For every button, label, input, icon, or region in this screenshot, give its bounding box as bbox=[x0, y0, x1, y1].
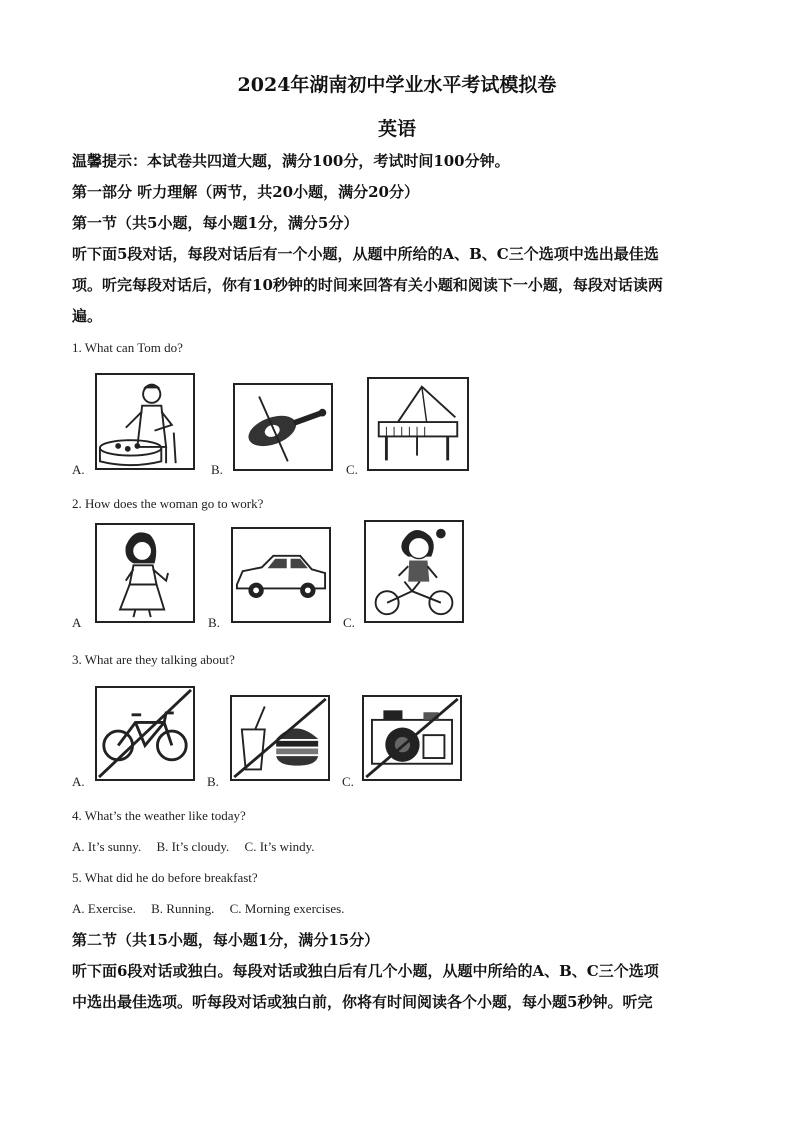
exam-title: 2024年湖南初中学业水平考试模拟卷 bbox=[237, 74, 557, 96]
option-a[interactable]: A. Exercise. bbox=[72, 901, 136, 916]
option-letter: A. bbox=[72, 774, 85, 789]
option-letter: C. bbox=[343, 615, 355, 630]
option-letter: A bbox=[72, 615, 82, 630]
question-3-stem: 3. What are they talking about? bbox=[72, 652, 235, 667]
option-letter: B. bbox=[211, 462, 223, 477]
question-5-options bbox=[72, 901, 722, 917]
car-icon[interactable] bbox=[231, 527, 331, 623]
drum-player-icon[interactable] bbox=[95, 373, 195, 470]
section1-instruction-line: 听下面5段对话，每段对话后有一个小题，从题中所给的A、B、C三个选项中选出最佳选 bbox=[72, 245, 659, 263]
section2-instruction-line: 听下面6段对话或独白。每段对话或独白后有几个小题，从题中所给的A、B、C三个选项 bbox=[72, 962, 659, 980]
option-b[interactable]: B. Running. bbox=[151, 901, 215, 916]
option-letter: A. bbox=[72, 462, 85, 477]
violin-icon[interactable] bbox=[233, 383, 333, 471]
question-4-options bbox=[72, 839, 722, 855]
section2-instruction-line: 中选出最佳选项。听每段对话或独白前，你将有时间阅读各个小题，每小题5秒钟。听完 bbox=[72, 993, 653, 1011]
bicycle-girl-icon[interactable] bbox=[364, 520, 464, 623]
crossed-fast-food-icon[interactable] bbox=[230, 695, 330, 781]
section1-instruction-line: 遍。 bbox=[72, 307, 103, 325]
crossed-camera-icon[interactable] bbox=[362, 695, 462, 781]
section2-heading: 第二节（共15小题，每小题1分，满分15分） bbox=[72, 931, 380, 949]
section1-heading: 第一节（共5小题，每小题1分，满分5分） bbox=[72, 214, 359, 232]
section1-instruction-line: 项。听完每段对话后，你有10秒钟的时间来回答有关小题和阅读下一小题，每段对话读两 bbox=[72, 276, 663, 294]
option-letter: B. bbox=[208, 615, 220, 630]
piano-icon[interactable] bbox=[367, 377, 469, 471]
part1-heading: 第一部分 听力理解（两节，共20小题，满分20分） bbox=[72, 183, 419, 201]
option-letter: C. bbox=[342, 774, 354, 789]
option-letter: C. bbox=[346, 462, 358, 477]
walking-woman-icon[interactable] bbox=[95, 523, 195, 623]
option-c[interactable]: C. It’s windy. bbox=[244, 839, 315, 854]
subject-title: 英语 bbox=[377, 118, 416, 140]
question-5-stem: 5. What did he do before breakfast? bbox=[72, 870, 258, 885]
question-2-stem: 2. How does the woman go to work? bbox=[72, 496, 264, 511]
option-letter: B. bbox=[207, 774, 219, 789]
question-4-stem: 4. What’s the weather like today? bbox=[72, 808, 246, 823]
notice: 温馨提示：本试卷共四道大题，满分100分，考试时间100分钟。 bbox=[72, 152, 510, 170]
option-a[interactable]: A. It’s sunny. bbox=[72, 839, 142, 854]
option-b[interactable]: B. It’s cloudy. bbox=[156, 839, 230, 854]
crossed-bicycle-icon[interactable] bbox=[95, 686, 195, 781]
option-c[interactable]: C. Morning exercises. bbox=[229, 901, 345, 916]
question-1-stem: 1. What can Tom do? bbox=[72, 340, 183, 355]
